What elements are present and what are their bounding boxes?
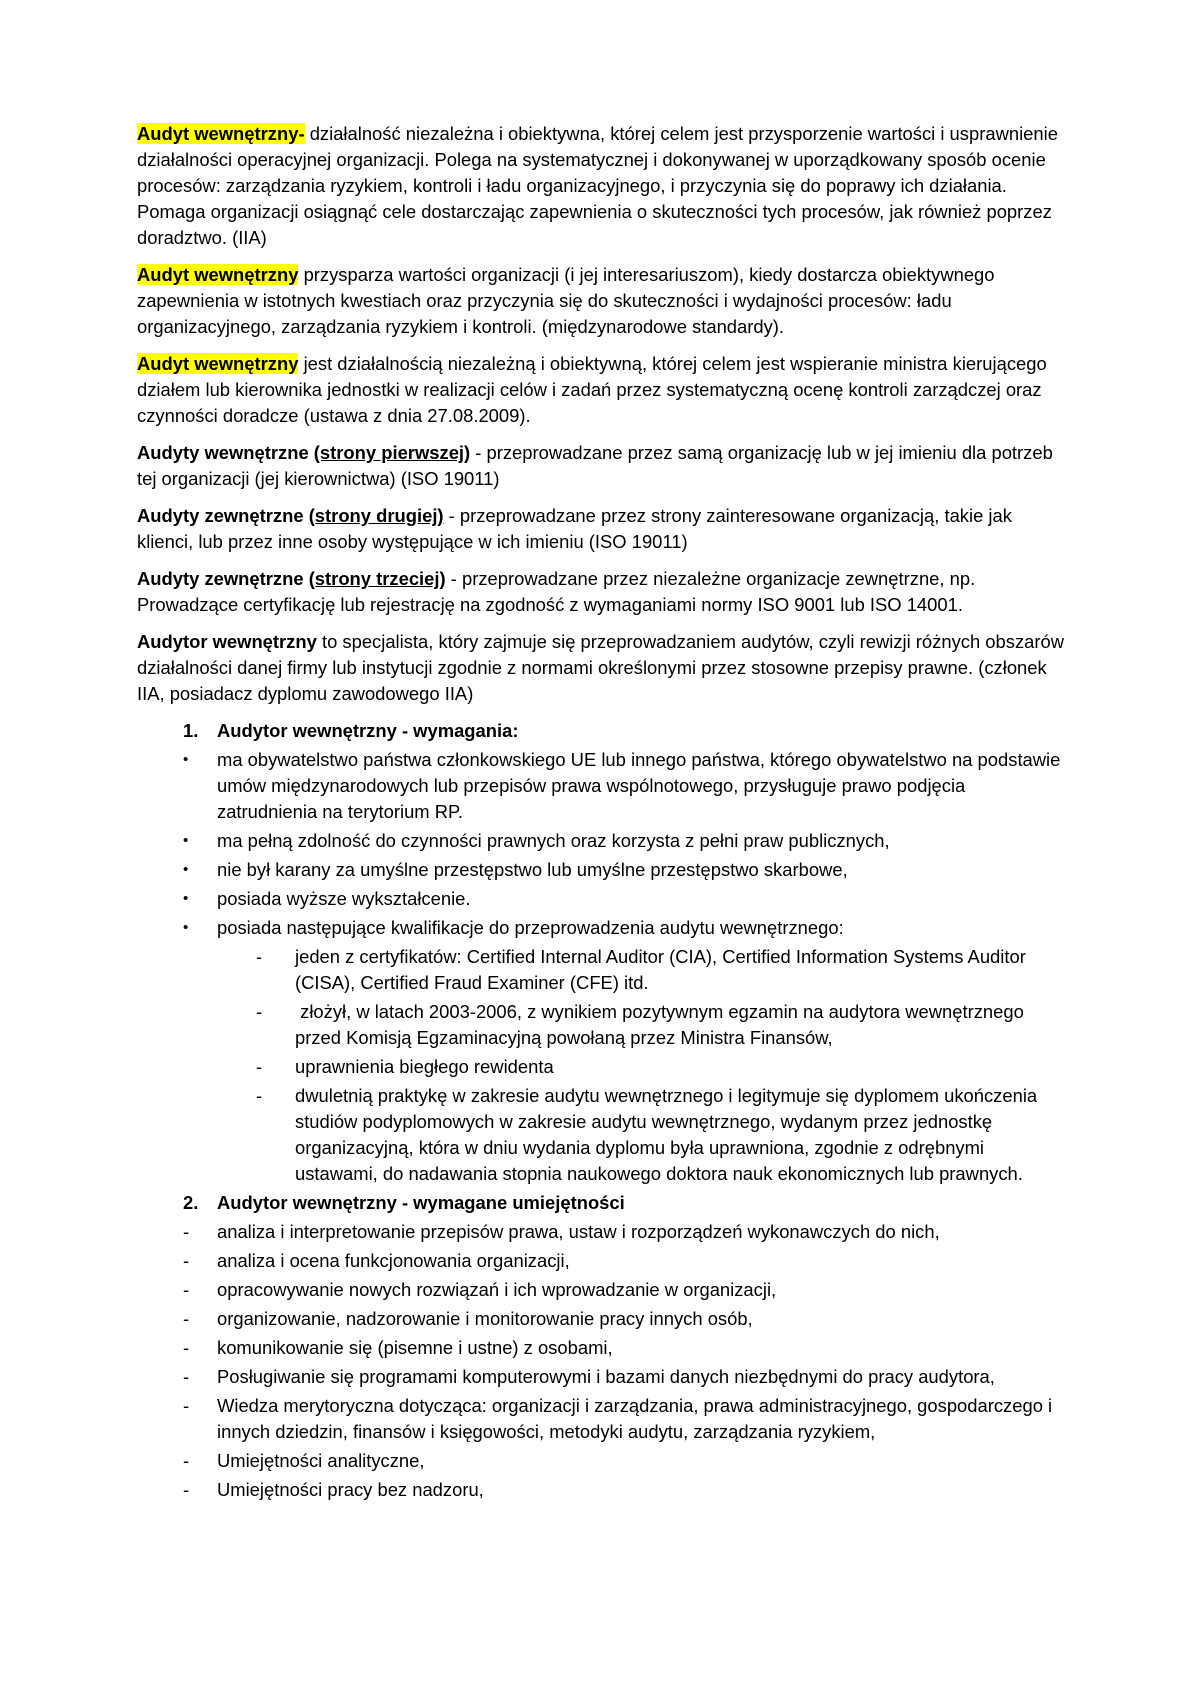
paragraph-text: jest działalnością niezależną i obiektywną, której celem jest wspieranie ministra kierującego działem lub kierownika jednostki w realizacji celów i zadań przez systematyczną ocenę kontroli zarządczej oraz czynności doradcze (ustawa z dnia 27.08.2009). xyxy=(137,353,1047,426)
dash-icon: - xyxy=(183,1250,190,1271)
list-item xyxy=(137,1248,1066,1274)
term-lead: Audyty wewnętrzne xyxy=(137,442,314,463)
list-item-text: komunikowanie się (pisemne i ustne) z osobami, xyxy=(217,1337,613,1358)
paragraph-definition-iia xyxy=(137,121,1066,251)
list-item-text: opracowywanie nowych rozwiązań i ich wprowadzanie w organizacji, xyxy=(217,1279,777,1300)
term-lead: Audyty zewnętrzne xyxy=(137,505,309,526)
sub-list-item xyxy=(137,1083,1066,1187)
list-item xyxy=(137,886,1066,912)
list-item xyxy=(137,1335,1066,1361)
list-item-text: organizowanie, nadzorowanie i monitorowanie pracy innych osób, xyxy=(217,1308,753,1329)
list-item-text: analiza i interpretowanie przepisów prawa, ustaw i rozporządzeń wykonawczych do nich, xyxy=(217,1221,940,1242)
paragraph-definition-standards xyxy=(137,262,1066,340)
list-title: Audytor wewnętrzny - wymagania: xyxy=(217,720,519,741)
sub-list-item-text: złożył, w latach 2003-2006, z wynikiem pozytywnym egzamin na audytora wewnętrznego przed Komisją Egzaminacyjną powołaną przez Ministra Finansów, xyxy=(295,1001,1029,1048)
list-item xyxy=(137,1277,1066,1303)
list-item-text: ma obywatelstwo państwa członkowskiego UE lub innego państwa, którego obywatelstwo na podstawie umów międzynarodowych lub przepisów prawa wspólnotowego, przysługuje prawo podjęcia zatrudnienia na terytorium RP. xyxy=(217,749,1066,822)
list-item xyxy=(137,747,1066,825)
dash-icon: - xyxy=(183,1366,190,1387)
dash-icon: - xyxy=(183,1479,190,1500)
list-item-text: Posługiwanie się programami komputerowymi i bazami danych niezbędnymi do pracy audytora, xyxy=(217,1366,995,1387)
numbered-heading-skills xyxy=(137,1190,1066,1216)
list-item xyxy=(137,1219,1066,1245)
paragraph-text: działalność niezależna i obiektywna, której celem jest przysporzenie wartości i usprawnienie działalności operacyjnej organizacji. Polega na systematycznej i dokonywanej w uporządkowany sposób ocenie procesów: zarządzania ryzykiem, kontroli i ładu organizacyjnego, i przyczynia się do poprawy ich działania. Pomaga organizacji osiągnąć cele dostarczając zapewnienia o skuteczności tych procesów, jak również poprzez doradztwo. (IIA) xyxy=(137,123,1058,248)
list-number: 2. xyxy=(183,1192,199,1213)
highlighted-term: Audyt wewnętrzny- xyxy=(137,123,305,144)
list-item-text: ma pełną zdolność do czynności prawnych oraz korzysta z pełni praw publicznych, xyxy=(217,830,890,851)
numbered-heading-requirements xyxy=(137,718,1066,744)
list-item-text: posiada następujące kwalifikacje do przeprowadzenia audytu wewnętrznego: xyxy=(217,917,844,938)
list-item-text: Umiejętności pracy bez nadzoru, xyxy=(217,1479,484,1500)
sub-list-item xyxy=(137,944,1066,996)
bullet-icon: • xyxy=(183,751,189,768)
term-lead: Audyty zewnętrzne xyxy=(137,568,309,589)
paragraph-first-party-audits xyxy=(137,440,1066,492)
list-item xyxy=(137,828,1066,854)
list-item xyxy=(137,915,1066,941)
requirements-list xyxy=(137,718,1066,1187)
highlighted-term: Audyt wewnętrzny xyxy=(137,264,299,285)
list-item xyxy=(137,1393,1066,1445)
term-underlined: (strony trzeciej) xyxy=(308,568,446,589)
term-underlined: (strony pierwszej) xyxy=(313,442,471,463)
bullet-icon: • xyxy=(183,861,189,878)
skills-list xyxy=(137,1190,1066,1503)
bullet-icon: • xyxy=(183,919,189,936)
paragraph-second-party-audits xyxy=(137,503,1066,555)
list-item xyxy=(137,1364,1066,1390)
dash-icon: - xyxy=(183,1450,190,1471)
list-title: Audytor wewnętrzny - wymagane umiejętności xyxy=(217,1192,625,1213)
sub-list-item-text: uprawnienia biegłego rewidenta xyxy=(295,1056,554,1077)
bullet-icon: • xyxy=(183,832,189,849)
dash-icon: - xyxy=(183,1221,190,1242)
dash-icon: - xyxy=(256,1056,263,1077)
sub-list-item-text: dwuletnią praktykę w zakresie audytu wewnętrznego i legitymuje się dyplomem ukończenia studiów podyplomowych w zakresie audytu wewnętrznego, wydanym przez jednostkę organizacyjną, która w dniu wydania dyplomu była uprawniona, zgodnie z odrębnymi ustawami, do nadawania stopnia naukowego doktora nauk ekonomicznych lub prawnych. xyxy=(295,1085,1043,1184)
list-item-text: nie był karany za umyślne przestępstwo lub umyślne przestępstwo skarbowe, xyxy=(217,859,848,880)
list-item-text: Wiedza merytoryczna dotycząca: organizacji i zarządzania, prawa administracyjnego, gospodarczego i innych dziedzin, finansów i księgowości, metodyki audytu, zarządzania ryzykiem, xyxy=(217,1395,1058,1442)
list-item xyxy=(137,857,1066,883)
list-number: 1. xyxy=(183,720,199,741)
dash-icon: - xyxy=(256,1001,263,1022)
list-item-text: analiza i ocena funkcjonowania organizacji, xyxy=(217,1250,570,1271)
paragraph-third-party-audits xyxy=(137,566,1066,618)
dash-icon: - xyxy=(256,946,263,967)
paragraph-text: - przeprowadzane przez samą organizację lub w jej imieniu dla potrzeb tej organizacji (jej kierownictwa) (ISO 19011) xyxy=(137,442,1053,489)
list-item xyxy=(137,1448,1066,1474)
dash-icon: - xyxy=(183,1308,190,1329)
dash-icon: - xyxy=(183,1395,190,1416)
list-item-text: posiada wyższe wykształcenie. xyxy=(217,888,471,909)
list-item xyxy=(137,1306,1066,1332)
sub-list-item-text: jeden z certyfikatów: Certified Internal Auditor (CIA), Certified Information Systems Auditor (CISA), Certified Fraud Examiner (CFE) itd. xyxy=(295,946,1031,993)
paragraph-text: - przeprowadzane przez niezależne organizacje zewnętrzne, np. Prowadzące certyfikację lub rejestrację na zgodność z wymaganiami normy ISO 9001 lub ISO 14001. xyxy=(137,568,976,615)
dash-icon: - xyxy=(256,1085,263,1106)
paragraph-definition-statute xyxy=(137,351,1066,429)
term-underlined: (strony drugiej) xyxy=(308,505,444,526)
paragraph-text: przysparza wartości organizacji (i jej interesariuszom), kiedy dostarcza obiektywnego zapewnienia w istotnych kwestiach oraz przyczynia się do skuteczności i wydajności procesów: ładu organizacyjnego, zarządzania ryzykiem i kontroli. (międzynarodowe standardy). xyxy=(137,264,995,337)
paragraph-text: to specjalista, który zajmuje się przeprowadzaniem audytów, czyli rewizji różnych obszarów działalności danej firmy lub instytucji zgodnie z normami określonymi przez stosowne przepisy prawne. (członek IIA, posiadacz dyplomu zawodowego IIA) xyxy=(137,631,1065,704)
bullet-icon: • xyxy=(183,890,189,907)
dash-icon: - xyxy=(183,1337,190,1358)
paragraph-internal-auditor-definition xyxy=(137,629,1066,707)
sub-list-item xyxy=(137,999,1066,1051)
term-lead: Audytor wewnętrzny xyxy=(137,631,317,652)
sub-list-item xyxy=(137,1054,1066,1080)
list-item-text: Umiejętności analityczne, xyxy=(217,1450,425,1471)
list-item xyxy=(137,1477,1066,1503)
highlighted-term: Audyt wewnętrzny xyxy=(137,353,299,374)
paragraph-text: - przeprowadzane przez strony zainteresowane organizacją, takie jak klienci, lub przez inne osoby występujące w ich imieniu (ISO 19011) xyxy=(137,505,1012,552)
dash-icon: - xyxy=(183,1279,190,1300)
